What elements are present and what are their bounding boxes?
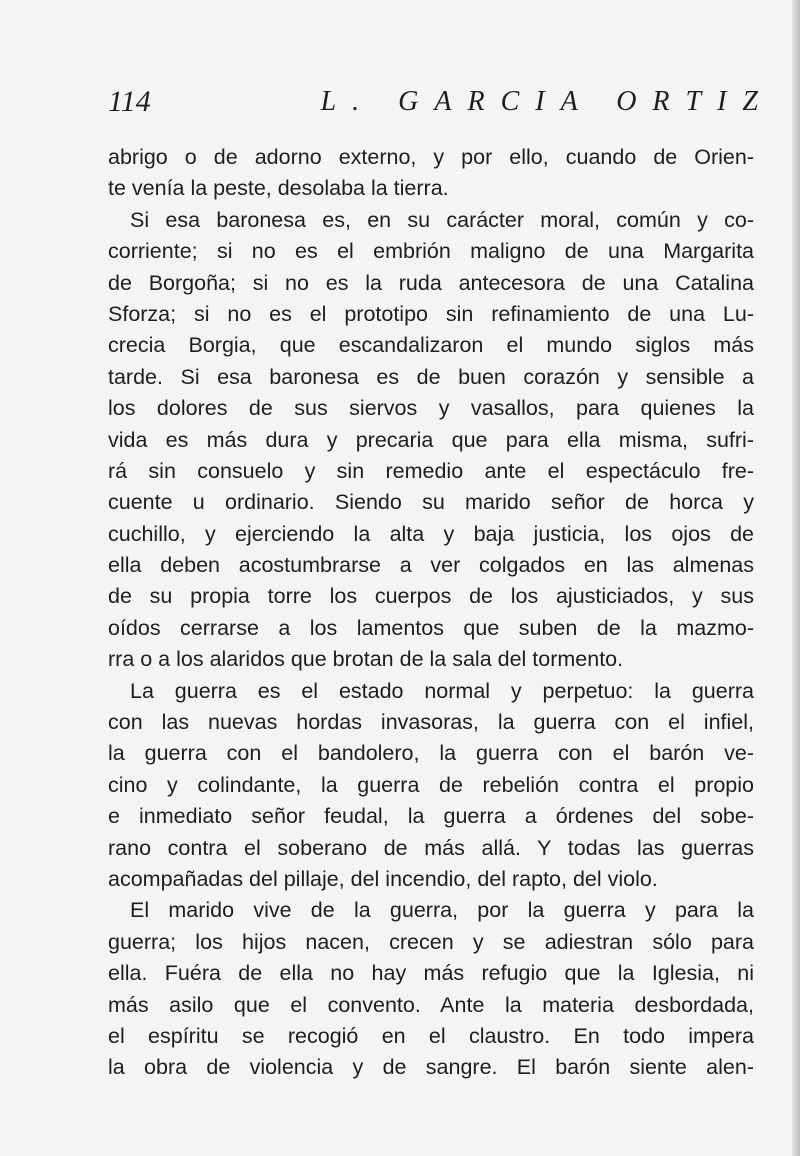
text-line: oídos cerrarse a los lamentos que suben de la mazmo- — [108, 615, 754, 640]
text-line: rano contra el soberano de más allá. Y todas las guerras — [108, 835, 754, 860]
text-line: de Borgoña; si no es la ruda antecesora de una Catalina — [108, 270, 754, 295]
running-title: L. GARCIA ORTIZ — [320, 86, 774, 117]
text-line: abrigo o de adorno externo, y por ello, cuando de Orien- — [108, 145, 754, 169]
text-line: el espíritu se recogió en el claustro. En todo impera — [108, 1023, 754, 1048]
text-line: ella deben acostumbrarse a ver colgados en las almenas — [108, 553, 754, 578]
text-line: ella. Fuéra de ella no hay más refugio que la Iglesia, ni — [108, 961, 754, 986]
text-line: los dolores de sus siervos y vasallos, para quienes la — [108, 396, 754, 421]
text-line: e inmediato señor feudal, la guerra a órdenes del sobe- — [108, 804, 754, 829]
text-line: cuente u ordinario. Siendo su marido señor de horca y — [108, 490, 754, 515]
text-line: La guerra es el estado normal y perpetuo: la guerra — [130, 678, 754, 703]
text-line: la obra de violencia y de sangre. El barón siente alen- — [108, 1055, 754, 1080]
text-line: cino y colindante, la guerra de rebelión contra el propio — [108, 772, 754, 797]
text-line: de su propia torre los cuerpos de los ajusticiados, y sus — [108, 584, 754, 609]
text-line: rra o a los alaridos que brotan de la sala del tormento. — [108, 647, 624, 672]
page-edge-shadow — [792, 0, 800, 1156]
text-line: más asilo que el convento. Ante la materia desbordada, — [108, 992, 754, 1017]
text-line: guerra; los hijos nacen, crecen y se adiestran sólo para — [108, 929, 754, 954]
page-number: 114 — [108, 85, 151, 118]
text-line: crecia Borgia, que escandalizaron el mundo siglos más — [108, 333, 754, 358]
text-line: te venía la peste, desolaba la tierra. — [108, 176, 449, 201]
text-line: vida es más dura y precaria que para ella misma, sufri- — [108, 427, 754, 452]
text-line: con las nuevas hordas invasoras, la guerra con el infiel, — [108, 710, 754, 735]
body-text — [108, 142, 754, 1084]
text-line: corriente; si no es el embrión maligno de una Margarita — [108, 239, 754, 264]
text-line: rá sin consuelo y sin remedio ante el espectáculo fre- — [108, 458, 754, 483]
text-line: la guerra con el bandolero, la guerra con el barón ve- — [108, 741, 754, 766]
text-line: Sforza; si no es el prototipo sin refinamiento de una Lu- — [108, 301, 754, 326]
running-head — [108, 82, 774, 122]
text-line: Si esa baronesa es, en su carácter moral, común y co- — [130, 207, 754, 232]
text-line: cuchillo, y ejerciendo la alta y baja justicia, los ojos de — [108, 521, 754, 546]
text-line: El marido vive de la guerra, por la guerra y para la — [130, 898, 754, 923]
text-line: tarde. Si esa baronesa es de buen corazón y sensible a — [108, 364, 754, 389]
text-line: acompañadas del pillaje, del incendio, del rapto, del violo. — [108, 866, 658, 891]
